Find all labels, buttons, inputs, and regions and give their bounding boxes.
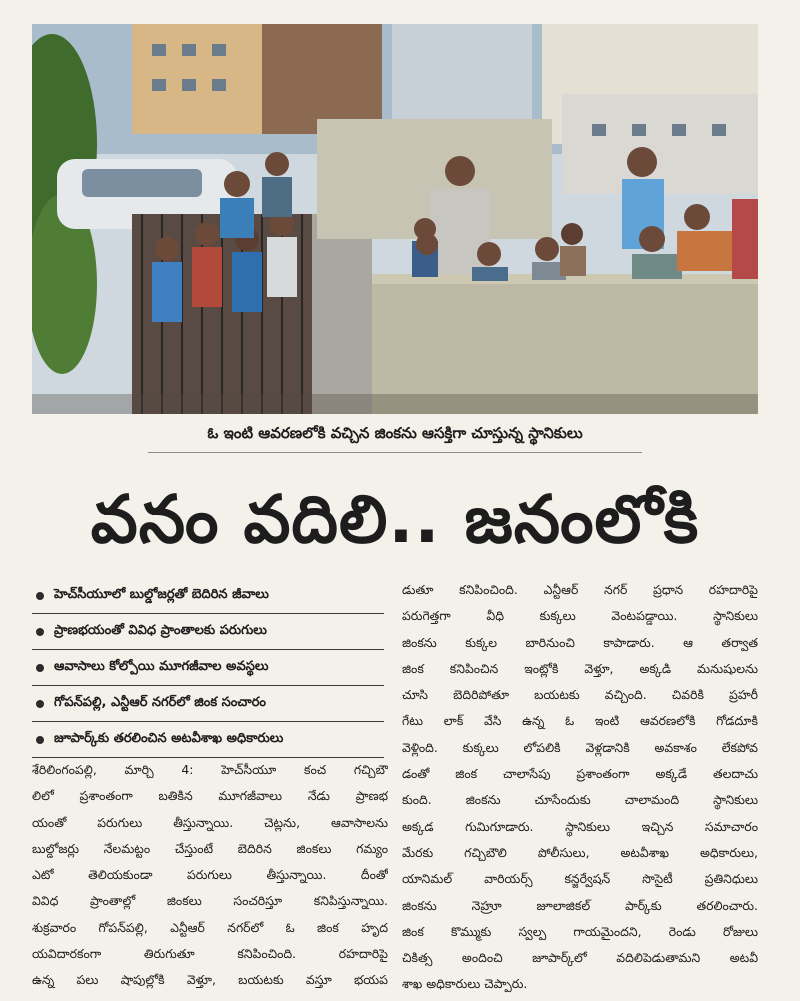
highlight-text: జూపార్క్‌కు తరలించిన అటవీశాఖ అధికారులు: [54, 730, 284, 746]
body-line: గేటు లాక్ వేసి ఉన్న ఓ ఇంటి ఆవరణలోకి గోడదూకి: [402, 713, 758, 729]
body-line: ఎటో తెలియకుండా పరుగులు తీస్తున్నాయి. దీంతో: [32, 867, 388, 883]
highlight-text: గోపన్‌పల్లి, ఎన్టీఆర్ నగర్‌లో జింక సంచారం: [54, 694, 267, 710]
news-photo: [32, 24, 758, 414]
body-line: డంతో జింక చాలాసేపు ప్రశాంతంగా అక్కడే తలదాచు: [402, 766, 758, 782]
body-line: జింక కొమ్ముకు స్వల్ప గాయమైందని, రెండు రోజులు: [402, 923, 758, 939]
body-line: బుల్డోజర్లు నేలమట్టం చేస్తుంటే బెదిరిన జింకలు గమ్యం: [32, 840, 388, 856]
body-line: యంతో పరుగులు తీస్తున్నాయి. చెట్లను, ఆవాసాలను: [32, 814, 388, 830]
body-line: జింక కనిపించిన ఇంట్లోకి వెళ్తూ, అక్కడి మనుషులను: [402, 660, 758, 676]
body-line: అక్కడ గుమిగూడారు. స్థానికులు ఇచ్చిన సమాచారం: [402, 818, 758, 834]
highlights-list: [32, 578, 384, 758]
body-line: శాఖ అధికారులు చెప్పారు.: [402, 976, 528, 992]
body-line: జింకను కుక్కల బారినుంచి కాపాడారు. ఆ తర్వాత: [402, 634, 758, 650]
highlight-item: [32, 650, 384, 686]
body-line: మేరకు గచ్చిబౌలి పోలీసులు, అటవీశాఖ అధికారులు,: [402, 844, 758, 860]
body-line: పరుగెత్తగా వీధి కుక్కలు వెంటపడ్డాయి. స్థానికులు: [402, 608, 758, 624]
bullet-icon: [36, 628, 44, 636]
crowd-photo-image: [32, 24, 758, 414]
body-line: కుంది. జింకను చూసేందుకు చాలామంది స్థానికులు: [402, 792, 758, 808]
body-line: డుతూ కనిపించింది. ఎన్టీఆర్ నగర్ ప్రధాన రహదారిపై: [402, 582, 758, 597]
headline: వనం వదిలి.. జనంలోకి: [90, 481, 700, 558]
highlight-text: ప్రాణభయంతో వివిధ ప్రాంతాలకు పరుగులు: [54, 622, 267, 638]
body-line: వివిధ ప్రాంతాల్లో జింకలు సంచరిస్తూ కనిపిస్తున్నాయి.: [32, 893, 388, 909]
highlight-item: [32, 686, 384, 722]
highlight-text: ఆవాసాలు కోల్పోయి మూగజీవాల అవస్థలు: [54, 658, 269, 674]
caption-divider: [148, 452, 642, 453]
highlight-text: హెచ్‌సీయూలో బుల్డోజర్లతో బెదిరిన జీవాలు: [54, 586, 269, 602]
article-body-left: [32, 757, 388, 994]
body-line: చికిత్స అందించి జూపార్క్‌లో వదిలిపెడుతామని అటవీ: [402, 950, 758, 966]
bullet-icon: [36, 736, 44, 744]
body-line: లిలో ప్రశాంతంగా బతికిన మూగజీవాలు నేడు ప్రాణభ: [32, 788, 388, 804]
bullet-icon: [36, 592, 44, 600]
highlight-item: [32, 722, 384, 758]
body-line: యానిమల్ వారియర్స్ కన్జర్వేషన్ సొసైటీ ప్రతినిధులు: [402, 871, 758, 887]
photo-caption: ఓ ఇంటి ఆవరణలోకి వచ్చిన జింకను ఆసక్తిగా చూస్తున్న స్థానికులు: [207, 424, 583, 442]
article-body-right: [402, 577, 758, 998]
bullet-icon: [36, 664, 44, 672]
body-line: జింకను నెహ్రూ జూలాజికల్ పార్క్‌కు తరలించారు.: [402, 897, 758, 913]
highlight-item: [32, 578, 384, 614]
body-line: చూసి బెదిరిపోతూ బయటకు వచ్చింది. చివరికి ప్రహరీ: [402, 687, 758, 703]
highlight-item: [32, 614, 384, 650]
body-line: శుక్రవారం గోపన్‌పల్లి, ఎన్టీఆర్ నగర్‌లో ఓ జింక హృద: [32, 919, 388, 935]
bullet-icon: [36, 700, 44, 708]
body-line: వెళ్లింది. కుక్కలు లోపలికి వెళ్లడానికి అవకాశం లేకపోవ: [402, 739, 758, 755]
body-line: ఉన్న పలు షాపుల్లోకి వెళ్తూ, బయటకు వస్తూ భయప: [32, 972, 388, 988]
body-line: యవిదారకంగా తిరుగుతూ కనిపించింది. రహదారిపై: [32, 946, 388, 962]
body-line: శేరిలింగంపల్లి, మార్చి 4: హెచ్‌సీయూ కంచ గచ్చిబౌ: [32, 762, 388, 777]
